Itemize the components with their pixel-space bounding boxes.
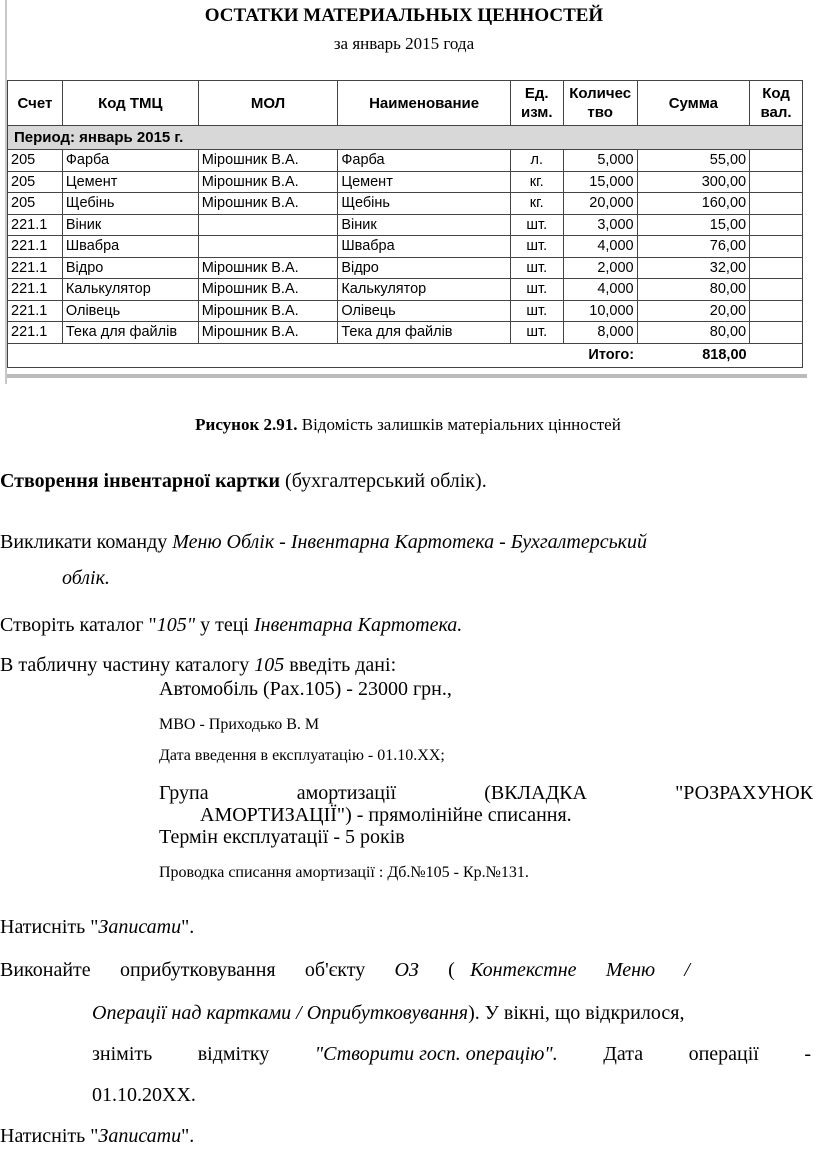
cell-mol: Мірошник В.А. (198, 279, 338, 301)
cell-name: Цемент (338, 171, 510, 193)
paragraph-capitalize-line4: 01.10.20ХХ. (92, 1084, 196, 1106)
heading-rest: (бухгалтерський облік). (280, 470, 487, 492)
cell-sum: 160,00 (637, 193, 749, 215)
cell-account: 221.1 (8, 214, 63, 236)
balances-table (7, 80, 803, 368)
cell-mol: Мірошник В.А. (198, 171, 338, 193)
cell-mol: Мірошник В.А. (198, 322, 338, 344)
catalog-code-2: 105 (254, 654, 285, 676)
group-word-3: (ВКЛАДКА (484, 782, 587, 804)
p4-pre: Натисніть " (0, 916, 99, 938)
cell-mol (198, 236, 338, 258)
cell-code: Відро (62, 257, 198, 279)
table-row (8, 257, 803, 279)
table-header-row (8, 81, 803, 126)
cell-account: 205 (8, 193, 63, 215)
cell-mol: Мірошник В.А. (198, 257, 338, 279)
cell-name: Калькулятор (338, 279, 510, 301)
group-word-1: Група (159, 782, 209, 804)
cell-currency (750, 150, 803, 172)
cell-qty: 10,000 (563, 300, 637, 322)
table-row (8, 171, 803, 193)
cell-code: Олівець (62, 300, 198, 322)
caption-label: Рисунок 2.91. (195, 415, 298, 434)
oz-label: ОЗ (394, 959, 419, 981)
total-spacer (62, 343, 198, 367)
cell-currency (750, 279, 803, 301)
folder-name: Інвентарна Картотека. (254, 614, 463, 636)
cell-unit: шт. (510, 214, 563, 236)
p5-ctx-2: Меню (605, 959, 656, 981)
caption-text: Відомість залишків матеріальних цінностей (297, 415, 621, 434)
heading-bold: Створення інвентарної картки (0, 470, 281, 492)
cell-mol: Мірошник В.А. (198, 300, 338, 322)
cell-name: Відро (338, 257, 510, 279)
p5-l3-1: зніміть (92, 1043, 153, 1065)
cell-currency (750, 236, 803, 258)
cell-name: Щебінь (338, 193, 510, 215)
cell-sum: 300,00 (637, 171, 749, 193)
operations-path: Операції над картками / Оприбутковування (92, 1002, 469, 1024)
cell-qty: 5,000 (563, 150, 637, 172)
cell-currency (750, 171, 803, 193)
cell-qty: 2,000 (563, 257, 637, 279)
cell-account: 221.1 (8, 300, 63, 322)
table-row (8, 322, 803, 344)
cell-code: Фарба (62, 150, 198, 172)
cell-qty: 8,000 (563, 322, 637, 344)
list-group (159, 782, 813, 805)
total-label: Итого: (563, 343, 637, 367)
catalog-code: 105" (156, 614, 196, 636)
cell-account: 221.1 (8, 236, 63, 258)
period-label: Период: январь 2015 г. (8, 126, 803, 150)
cell-currency (750, 214, 803, 236)
col-header-code: Код ТМЦ (62, 81, 198, 126)
col-header-sum: Сумма (637, 81, 749, 126)
cell-mol (198, 214, 338, 236)
p4-post: ". (181, 916, 195, 938)
p5-l3-2: відмітку (197, 1043, 270, 1065)
cell-code: Щебінь (62, 193, 198, 215)
cell-name: Фарба (338, 150, 510, 172)
list-date: Дата введення в експлуатацію - 01.10.ХХ; (159, 747, 445, 764)
cell-name: Швабра (338, 236, 510, 258)
table-row (8, 150, 803, 172)
cell-code: Швабра (62, 236, 198, 258)
p5-line2-rest: ). У вікні, що відкрилося, (468, 1002, 685, 1024)
cell-currency (750, 300, 803, 322)
figure-bottom-border (7, 374, 807, 378)
period-row (8, 126, 803, 150)
table-row (8, 236, 803, 258)
p5-ctx-3: / (684, 959, 690, 981)
list-posting: Проводка списання амортизації : Дб.№105 - Кр.№131. (159, 864, 529, 881)
cell-sum: 80,00 (637, 322, 749, 344)
total-spacer (198, 343, 338, 367)
report-title: ОСТАТКИ МАТЕРИАЛЬНЫХ ЦЕННОСТЕЙ (204, 5, 604, 26)
p5-ctx-1: Контекстне (470, 959, 577, 981)
paragraph-capitalize-line2 (92, 1002, 684, 1025)
p5-l3-5: операції (688, 1043, 759, 1065)
cell-sum: 15,00 (637, 214, 749, 236)
paragraph-create-catalog (0, 614, 462, 637)
report-figure (5, 0, 803, 384)
cell-name: Віник (338, 214, 510, 236)
cell-sum: 55,00 (637, 150, 749, 172)
list-group-cont: АМОРТИЗАЦІЇ") - прямолінійне списання. (200, 804, 572, 826)
cell-code: Віник (62, 214, 198, 236)
col-header-mol: МОЛ (198, 81, 338, 126)
cell-account: 205 (8, 150, 63, 172)
col-header-unit: Ед. изм. (510, 81, 563, 126)
cell-name: Олівець (338, 300, 510, 322)
cell-account: 221.1 (8, 322, 63, 344)
cell-qty: 4,000 (563, 279, 637, 301)
group-word-2: амортизації (296, 782, 397, 804)
cell-code: Цемент (62, 171, 198, 193)
paragraph-save-2 (0, 1125, 194, 1148)
group-word-4: "РОЗРАХУНОК (675, 782, 813, 804)
cell-account: 205 (8, 171, 63, 193)
paragraph-open-menu (0, 531, 816, 554)
cell-unit: кг. (510, 193, 563, 215)
p5-word-3: об'єкту (304, 959, 366, 981)
col-header-account: Счет (8, 81, 63, 126)
table-row (8, 300, 803, 322)
cell-unit: шт. (510, 279, 563, 301)
total-spacer (338, 343, 510, 367)
cell-unit: шт. (510, 257, 563, 279)
menu-path: Меню Облік - Інвентарна Картотека - Бухгалтерський (172, 531, 648, 553)
cell-unit: л. (510, 150, 563, 172)
list-term: Термін експлуатації - 5 років (159, 826, 405, 848)
total-spacer (8, 343, 63, 367)
cell-qty: 3,000 (563, 214, 637, 236)
cell-currency (750, 257, 803, 279)
cell-unit: шт. (510, 236, 563, 258)
cell-account: 221.1 (8, 279, 63, 301)
paragraph-capitalize-line3 (92, 1043, 811, 1066)
save-command: Записати (98, 916, 182, 938)
list-mvo: МВО - Приходько В. М (159, 716, 320, 733)
col-header-currency: Код вал. (750, 81, 803, 126)
save-command-2: Записати (98, 1125, 182, 1147)
p6-post: ". (181, 1125, 195, 1147)
total-value: 818,00 (637, 343, 749, 367)
cell-mol: Мірошник В.А. (198, 193, 338, 215)
p2-pre: Створіть каталог " (0, 614, 157, 636)
paragraph-save-1 (0, 916, 194, 939)
cell-qty: 4,000 (563, 236, 637, 258)
p3-post: введіть дані: (284, 654, 397, 676)
figure-caption (0, 415, 816, 435)
total-spacer (750, 343, 803, 367)
report-subtitle: за январь 2015 года (333, 34, 475, 53)
cell-unit: шт. (510, 300, 563, 322)
cell-currency (750, 322, 803, 344)
create-operation-flag: "Створити госп. операцію". (314, 1043, 558, 1065)
p1-pre: Викликати команду (0, 531, 173, 553)
cell-mol: Мірошник В.А. (198, 150, 338, 172)
list-car: Автомобіль (Рах.105) - 23000 грн., (159, 678, 452, 700)
cell-currency (750, 193, 803, 215)
p5-word-2: оприбутковування (119, 959, 276, 981)
col-header-qty: Количес тво (563, 81, 637, 126)
section-heading (0, 470, 487, 493)
p5-word-1: Виконайте (0, 959, 91, 981)
p5-ctx-open: ( (448, 959, 455, 981)
p6-pre: Натисніть " (0, 1125, 99, 1147)
table-row (8, 279, 803, 301)
cell-qty: 20,000 (563, 193, 637, 215)
p5-l3-6: - (804, 1043, 811, 1065)
cell-unit: шт. (510, 322, 563, 344)
total-spacer (510, 343, 563, 367)
cell-qty: 15,000 (563, 171, 637, 193)
cell-code: Калькулятор (62, 279, 198, 301)
p5-l3-4: Дата (603, 1043, 644, 1065)
cell-sum: 32,00 (637, 257, 749, 279)
cell-sum: 80,00 (637, 279, 749, 301)
col-header-name: Наименование (338, 81, 510, 126)
table-row (8, 193, 803, 215)
p3-pre: В табличну частину каталогу (0, 654, 255, 676)
paragraph-enter-data (0, 654, 396, 677)
cell-name: Тека для файлів (338, 322, 510, 344)
cell-account: 221.1 (8, 257, 63, 279)
cell-code: Тека для файлів (62, 322, 198, 344)
total-row (8, 343, 803, 367)
cell-unit: кг. (510, 171, 563, 193)
cell-sum: 20,00 (637, 300, 749, 322)
paragraph-capitalize-line1 (0, 959, 690, 982)
cell-sum: 76,00 (637, 236, 749, 258)
table-row (8, 214, 803, 236)
p2-mid: у теці (195, 614, 254, 636)
menu-path-cont: облік. (62, 567, 110, 589)
